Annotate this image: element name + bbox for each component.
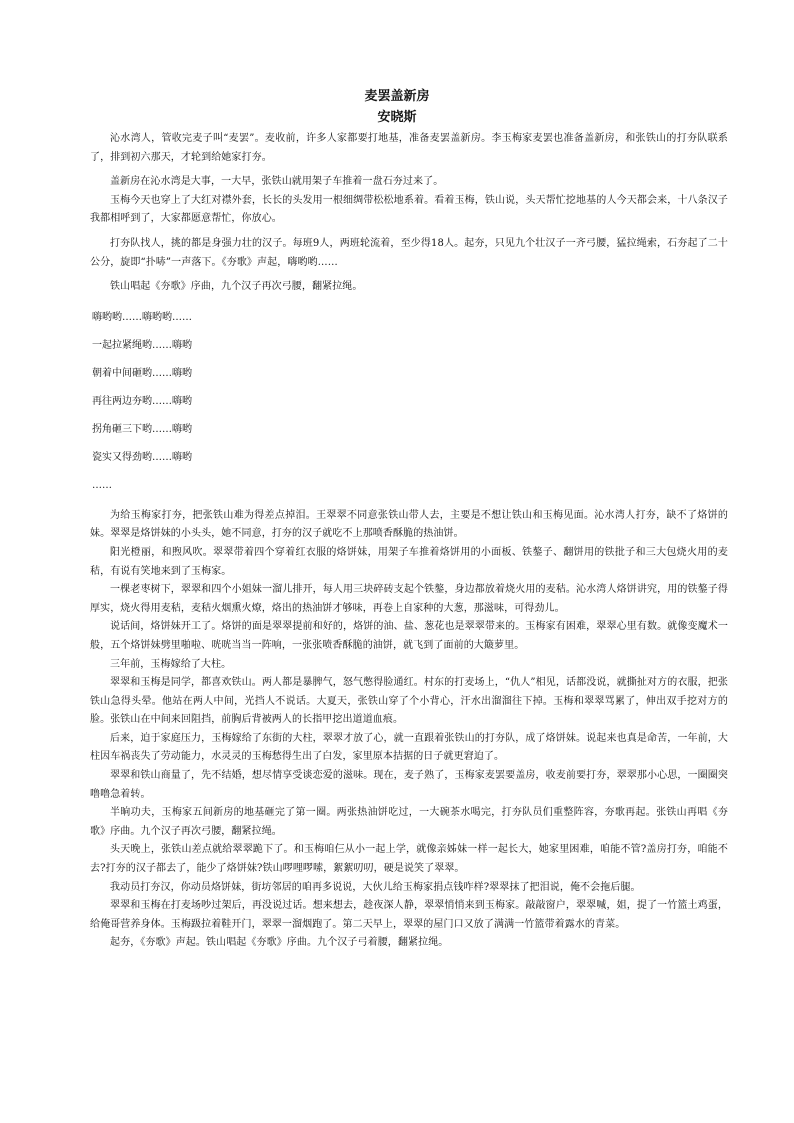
paragraph: 铁山唱起《夯歌》序曲，九个汉子再次弓腰，翻紧拉绳。 [110,281,363,293]
song-line: …… [92,479,112,491]
paragraph: 阳光橙丽，和煦风吹。翠翠带着四个穿着红衣服的烙饼妹，用架子车推着烙饼用的小面板、铁鏊子、翻饼用的铁批子和三大包烧火用的麦秸，有说有笑地来到了玉梅家。 [90,546,728,577]
song-line: 再往两边夯哟……嗨哟 [92,395,192,407]
paragraph: 起夯，《夯歌》声起。铁山唱起《夯歌》序曲。九个汉子弓着腰，翻紧拉绳。 [110,937,449,949]
song-line: 拐角砸三下哟……嗨哟 [92,423,192,435]
paragraph: 翠翠和铁山商量了，先不结婚，想尽情享受谈恋爱的滋味。现在，麦子熟了，玉梅家麦罢要盖房，收麦前要打夯，翠翠那小心思，一圈圈突噜噜急着转。 [90,770,728,800]
song-line: 一起拉紧绳哟……嗨哟 [92,339,192,351]
paragraph: 我动员打夯汉，你动员烙饼妹，街坊邻居的咱再多说说，大伙儿给玉梅家捐点钱咋样?翠翠抹了把泪说，俺不会拖后腿。 [110,881,641,893]
paragraph: 后来，迫于家庭压力，玉梅嫁给了东街的大柱，翠翠才放了心，就一直跟着张铁山的打夯队，成了烙饼妹。说起来也真是命苦，一年前，大柱因车祸丧失了劳动能力，水灵灵的玉梅愁得生出了白发，家里原本拮据的日子就更窘迫了。 [90,732,728,763]
paragraph: 盖新房在沁水湾是大事，一大早，张铁山就用架子车推着一盘石夯过来了。 [110,176,444,188]
paragraph: 翠翠和玉梅在打麦场吵过架后，再没说过话。想来想去，趁夜深人静，翠翠悄悄来到玉梅家。敲敲窗户，翠翠喊，姐，提了一竹篮土鸡蛋，给俺哥营养身体。玉梅趿拉着鞋开门，翠翠一溜烟跑了。第二天早上，翠翠的屋门口又放了满满一竹篮带着露水的青菜。 [90,900,728,930]
paragraph: 一棵老枣树下，翠翠和四个小姐妹一溜儿排开，每人用三块碎砖支起个铁鏊，身边都放着烧火用的麦秸。沁水湾人烙饼讲究，用的铁鏊子得厚实，烧火得用麦秸，麦秸火烟熏火燎，烙出的热油饼才够味，再卷上自家种的大葱，那滋味，可得劲儿。 [90,584,728,614]
paragraph: 头天晚上，张铁山差点就给翠翠跪下了。和玉梅咱仨从小一起上学，就像亲姊妹一样一起长大，她家里困难，咱能不管?盖房打夯，咱能不去?打夯的汉子都去了，能少了烙饼妹?铁山啰哩啰嗦，絮絮叨叨，硬是说笑了翠翠。 [90,844,728,875]
article-title: 麦罢盖新房 [364,89,430,104]
paragraph: 半晌功夫，玉梅家五间新房的地基砸完了第一圈。两张热油饼吃过，一大碗茶水喝完，打夯队员们重整阵容，夯歌再起。张铁山再唱《夯歌》序曲。九个汉子再次弓腰，翻紧拉绳。 [90,807,728,837]
song-line: 瓷实又得劲哟……嗨哟 [92,451,192,463]
paragraph: 说话间，烙饼妹开工了。烙饼的面是翠翠提前和好的，烙饼的油、盐、葱花也是翠翠带来的。玉梅家有困难，翠翠心里有数。就像变魔术一般，五个烙饼妹劈里啪啦、咣咣当当一阵响，一张张喷香酥脆的油饼，就飞到了面前的大簸萝里。 [90,621,728,651]
paragraph: 为给玉梅家打夯，把张铁山难为得差点掉泪。王翠翠不同意张铁山带人去，主要是不想让铁山和玉梅见面。沁水湾人打夯，缺不了烙饼的妹。翠翠是烙饼妹的小头头，她不同意，打夯的汉子就吃不上那喷香酥脆的热油饼。 [90,509,728,540]
paragraph: 沁水湾人，管收完麦子叫“麦罢”。麦收前，许多人家都要打地基，准备麦罢盖新房。李玉梅家麦罢也准备盖新房，和张铁山的打夯队联系了，排到初六那天，才轮到给她家打夯。 [90,133,728,163]
paragraph: 打夯队找人，挑的都是身强力壮的汉子。每班9人，两班轮流着，至少得18人。起夯，只见九个壮汉子一齐弓腰，猛拉绳索，石夯起了二十公分，旋即“扑哧”一声落下。《夯歌》声起，嗨哟哟…… [90,237,728,268]
paragraph: 玉梅今天也穿上了大红对襟外套，长长的头发用一根细绸带松松地系着。看着玉梅，铁山说，头天帮忙挖地基的人今天都会来，十八条汉子我都相呼到了，大家都愿意帮忙，你放心。 [90,194,728,225]
paragraph: 三年前，玉梅嫁给了大柱。 [110,658,232,670]
article-body [90,130,728,953]
paragraph: 翠翠和玉梅是同学，都喜欢铁山。两人都是暴脾气，怒气憋得脸通红。村东的打麦场上，“仇人”相见，话都没说，就撕扯对方的衣服，把张铁山急得头晕。他站在两人中间，光挡人不说话。大夏天，张铁山穿了个小背心，汗水出溜溜往下掉。玉梅和翠翠骂累了，伸出双手挖对方的脸。张铁山在中间来回阻挡，前胸后背被两人的长指甲挖出道道血痕。 [90,677,728,726]
article-author: 安晓斯 [377,110,417,125]
song-line: 朝着中间砸哟……嗨哟 [92,367,192,379]
song-line: 嗨哟哟……嗨哟哟…… [92,311,192,323]
